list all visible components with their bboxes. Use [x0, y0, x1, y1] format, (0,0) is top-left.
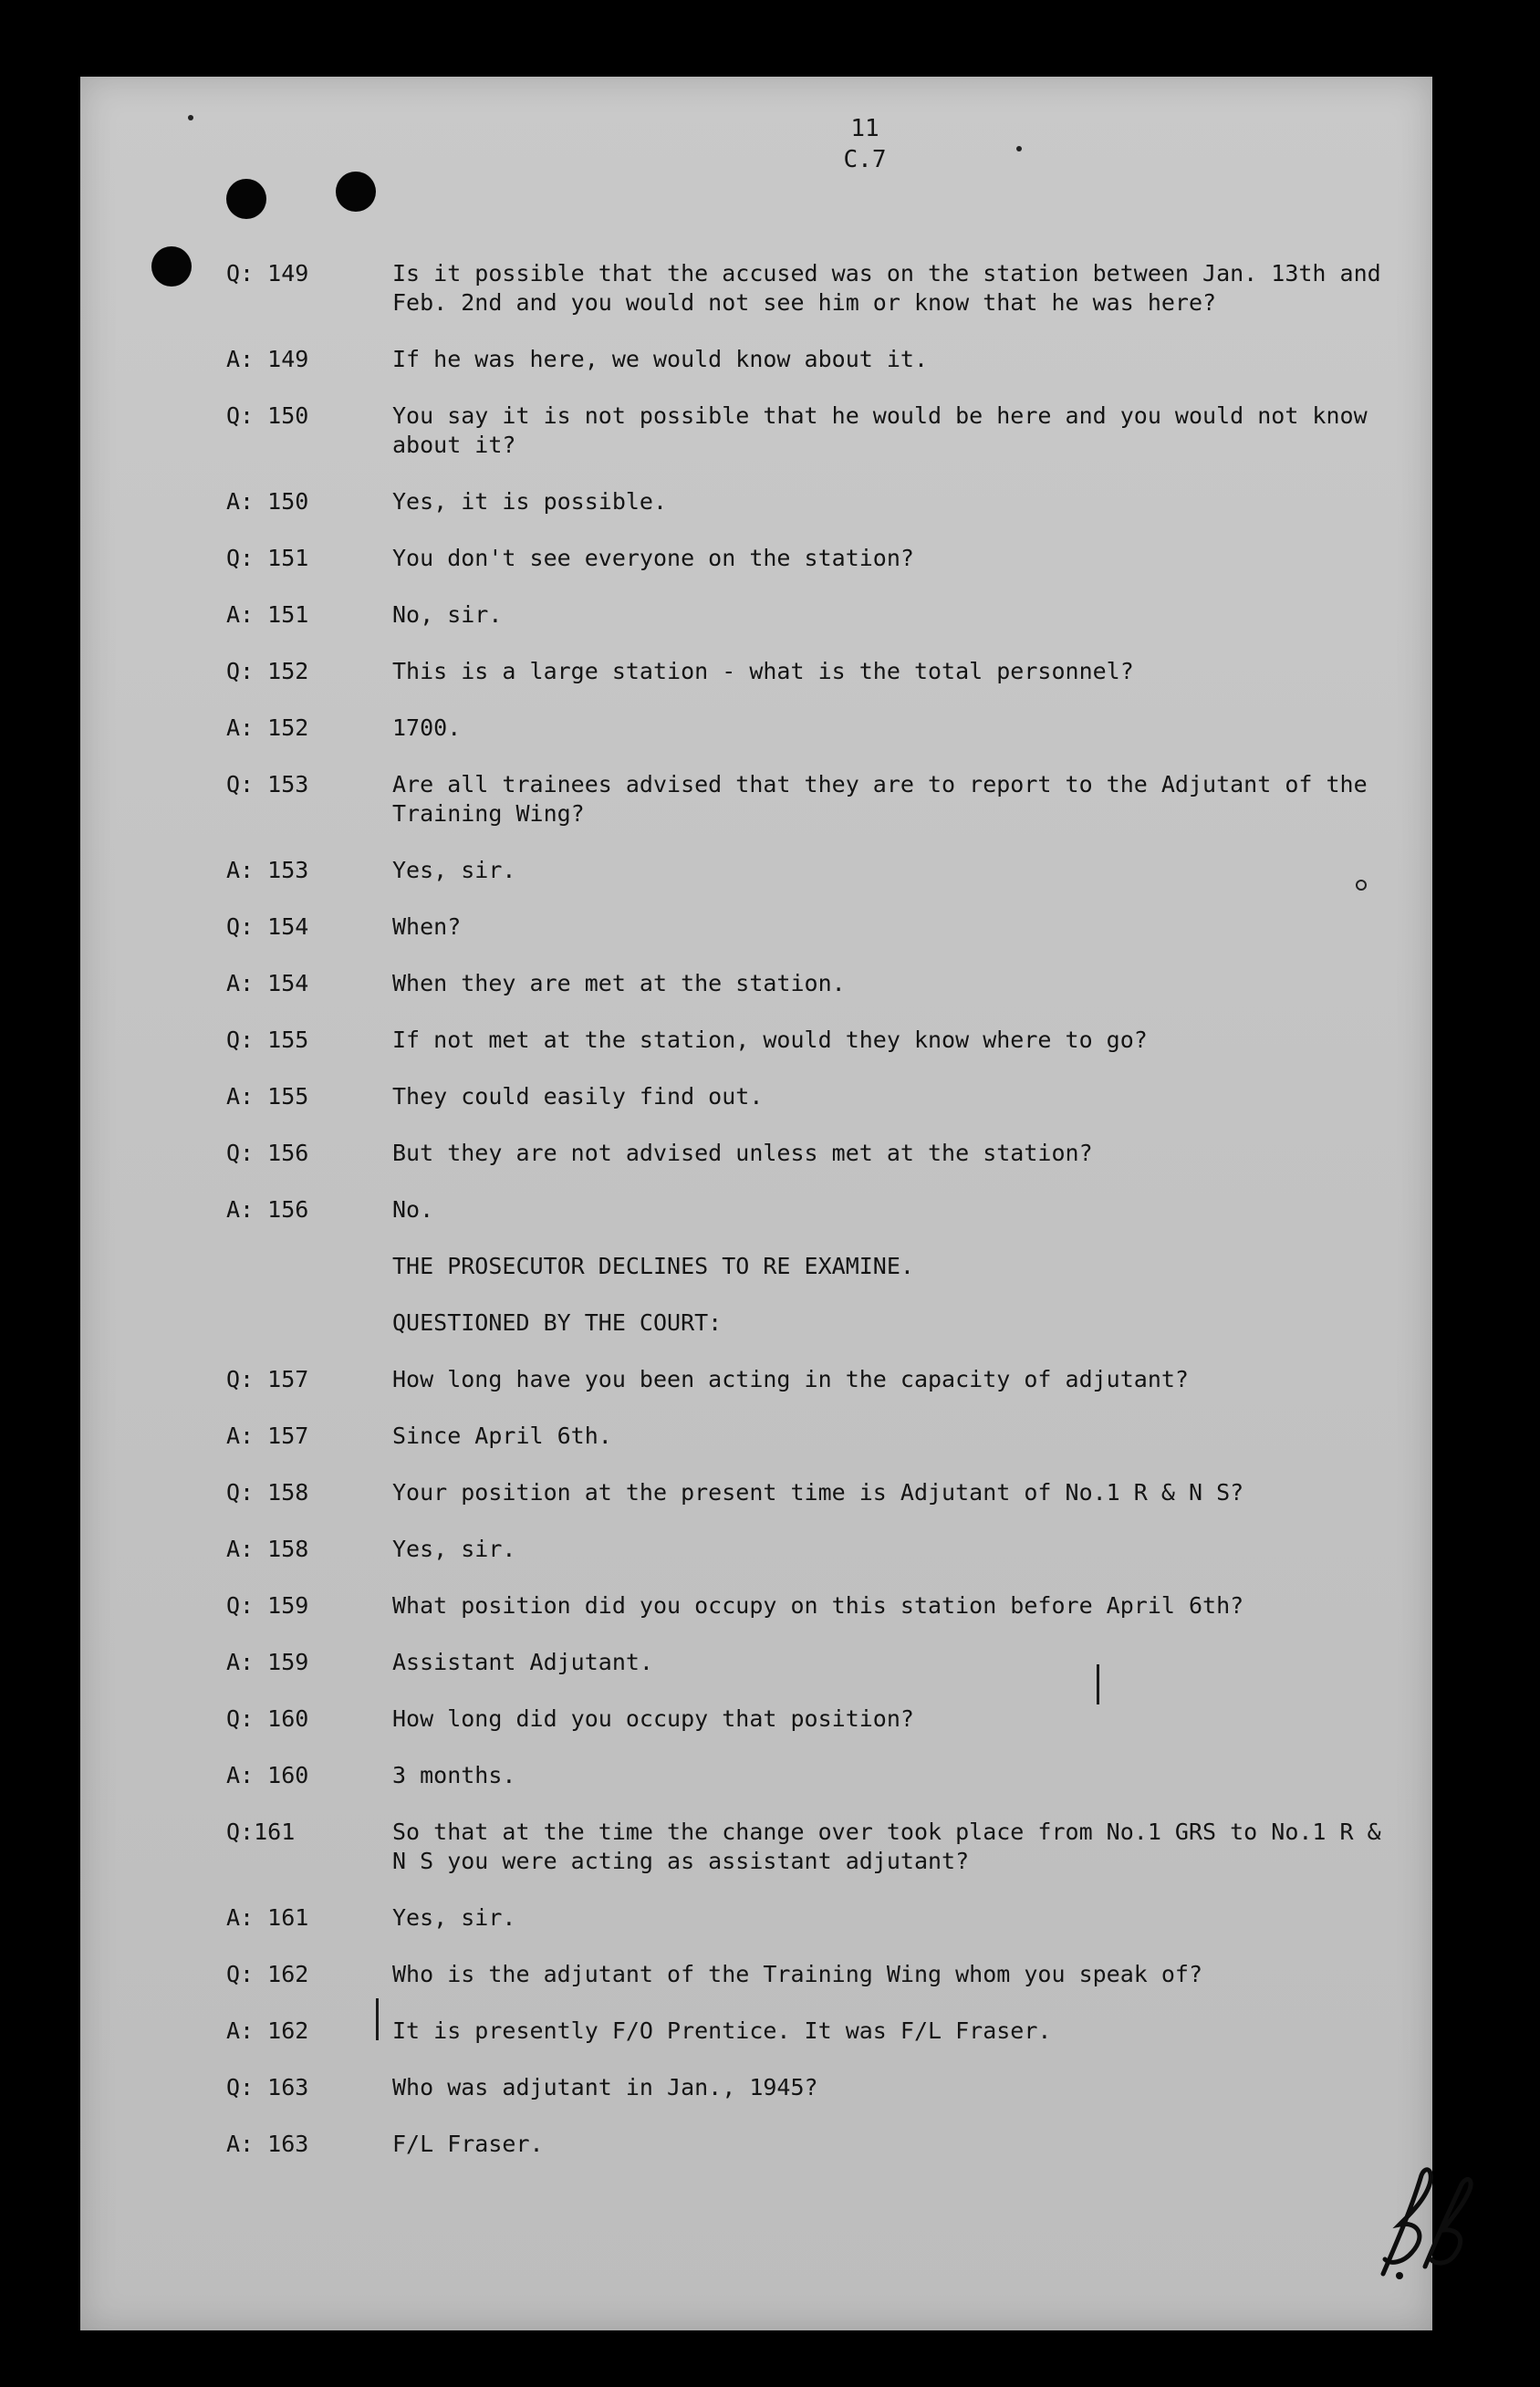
qa-text: No, sir.	[392, 601, 503, 628]
qa-text: How long did you occupy that position?	[392, 1705, 914, 1732]
qa-label: Q: 163	[226, 2074, 309, 2100]
qa-text: Are all trainees advised that they are to report to the Adjutant of the Training Wing?	[392, 771, 1368, 827]
qa-label: Q: 159	[226, 1592, 309, 1619]
qa-entry	[226, 259, 1403, 345]
court-heading: QUESTIONED BY THE COURT:	[392, 1309, 723, 1336]
qa-text: Yes, sir.	[392, 1904, 516, 1931]
qa-entry	[226, 487, 1403, 544]
qa-label: A: 150	[226, 488, 309, 515]
qa-entry	[226, 1139, 1403, 1195]
qa-text: 1700.	[392, 714, 462, 741]
qa-text: You don't see everyone on the station?	[392, 545, 914, 571]
transcript	[226, 259, 1403, 2186]
qa-entry	[226, 1761, 1403, 1818]
qa-entry	[226, 2017, 1403, 2073]
speck	[1016, 146, 1022, 151]
qa-label: A: 163	[226, 2131, 309, 2157]
qa-label: A: 152	[226, 714, 309, 741]
qa-text: You say it is not possible that he would be here and you would not know about it?	[392, 402, 1368, 458]
qa-text: Who is the adjutant of the Training Wing whom you speak of?	[392, 1961, 1203, 1987]
qa-label: Q: 151	[226, 545, 309, 571]
qa-text: Since April 6th.	[392, 1423, 612, 1449]
qa-label: A: 157	[226, 1423, 309, 1449]
qa-label: A: 158	[226, 1536, 309, 1562]
qa-text: So that at the time the change over took place from No.1 GRS to No.1 R & N S you were acting as assistant adjutant?	[392, 1819, 1381, 1874]
qa-text: If not met at the station, would they know where to go?	[392, 1027, 1148, 1053]
page-header	[774, 113, 956, 175]
qa-entry	[226, 1591, 1403, 1648]
qa-label: Q: 153	[226, 771, 309, 797]
qa-label: Q: 150	[226, 402, 309, 429]
qa-entry	[226, 1195, 1403, 1252]
qa-label: A: 162	[226, 2017, 309, 2044]
qa-text: When they are met at the station.	[392, 970, 846, 996]
qa-label: A: 154	[226, 970, 309, 996]
qa-entry	[226, 2073, 1403, 2130]
margin-pen-mark	[1097, 1664, 1099, 1704]
qa-entry	[226, 1365, 1403, 1422]
qa-label: Q: 154	[226, 913, 309, 940]
qa-text: When?	[392, 913, 462, 940]
punch-hole-top-left	[226, 179, 266, 219]
qa-entry	[226, 1960, 1403, 2017]
qa-entry	[226, 401, 1403, 487]
qa-label: Q:161	[226, 1819, 296, 1845]
qa-text: Yes, it is possible.	[392, 488, 668, 515]
qa-text: They could easily find out.	[392, 1083, 764, 1110]
qa-label: A: 153	[226, 857, 309, 883]
qa-text: This is a large station - what is the total personnel?	[392, 658, 1134, 684]
punch-hole-top-right	[336, 172, 376, 212]
section-code: C.7	[843, 146, 887, 173]
qa-entry	[226, 856, 1403, 912]
qa-label: A: 160	[226, 1762, 309, 1788]
qa-text: Who was adjutant in Jan., 1945?	[392, 2074, 818, 2100]
qa-entry	[226, 1903, 1403, 1960]
qa-entry	[226, 1082, 1403, 1139]
qa-entry	[226, 2130, 1403, 2186]
qa-entry	[226, 714, 1403, 770]
qa-label: Q: 155	[226, 1027, 309, 1053]
qa-entry	[226, 1535, 1403, 1591]
qa-entry	[226, 1478, 1403, 1535]
qa-entry	[226, 1704, 1403, 1761]
qa-entry	[226, 770, 1403, 856]
qa-text: No.	[392, 1196, 434, 1223]
qa-text: Your position at the present time is Adjutant of No.1 R & N S?	[392, 1479, 1244, 1506]
qa-entry	[226, 600, 1403, 657]
qa-label: Q: 162	[226, 1961, 309, 1987]
qa-entry	[226, 1648, 1403, 1704]
punch-hole-left	[151, 246, 192, 287]
qa-text: Is it possible that the accused was on the station between Jan. 13th and Feb. 2nd and you would not see him or know that he was here?	[392, 260, 1381, 316]
qa-label: A: 151	[226, 601, 309, 628]
qa-text: What position did you occupy on this station before April 6th?	[392, 1592, 1244, 1619]
qa-entry	[226, 1026, 1403, 1082]
qa-text: Yes, sir.	[392, 857, 516, 883]
paper-sheet	[80, 77, 1432, 2330]
qa-entry	[226, 544, 1403, 600]
qa-label: Q: 160	[226, 1705, 309, 1732]
qa-label: A: 161	[226, 1904, 309, 1931]
margin-pen-mark	[376, 1998, 379, 2040]
qa-text: How long have you been acting in the capacity of adjutant?	[392, 1366, 1189, 1392]
qa-text: 3 months.	[392, 1762, 516, 1788]
qa-entry	[226, 912, 1403, 969]
qa-text: Assistant Adjutant.	[392, 1649, 653, 1675]
qa-entry	[226, 969, 1403, 1026]
qa-entry	[226, 1818, 1403, 1903]
prosecutor-heading: THE PROSECUTOR DECLINES TO RE EXAMINE.	[392, 1253, 914, 1279]
qa-text: But they are not advised unless met at the station?	[392, 1140, 1093, 1166]
qa-text: If he was here, we would know about it.	[392, 346, 928, 372]
qa-entry	[226, 1422, 1403, 1478]
qa-label: Q: 157	[226, 1366, 309, 1392]
qa-label: A: 159	[226, 1649, 309, 1675]
qa-text: Yes, sir.	[392, 1536, 516, 1562]
qa-entry	[226, 345, 1403, 401]
qa-label: Q: 156	[226, 1140, 309, 1166]
qa-label: Q: 149	[226, 260, 309, 287]
handwritten-initials	[1367, 2157, 1485, 2285]
qa-text: It is presently F/O Prentice. It was F/L Fraser.	[392, 2017, 1052, 2044]
page-number: 11	[850, 115, 879, 142]
qa-label: Q: 158	[226, 1479, 309, 1506]
speck	[188, 115, 193, 120]
qa-entry	[226, 657, 1403, 714]
qa-text: F/L Fraser.	[392, 2131, 544, 2157]
qa-label: A: 155	[226, 1083, 309, 1110]
qa-label: A: 149	[226, 346, 309, 372]
qa-label: Q: 152	[226, 658, 309, 684]
qa-label: A: 156	[226, 1196, 309, 1223]
